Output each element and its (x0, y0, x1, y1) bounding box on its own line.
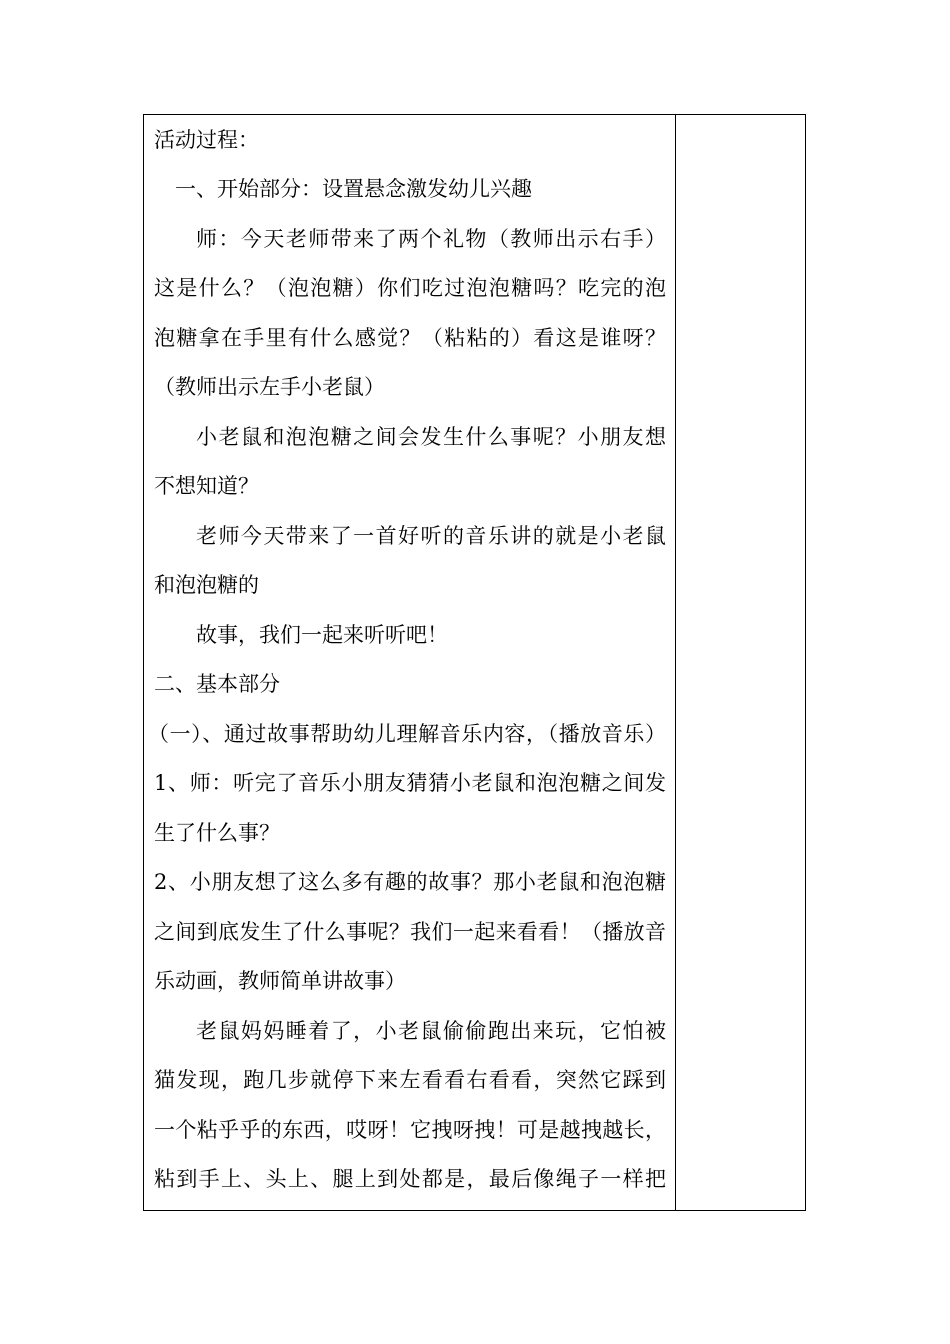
paragraph-line: 故事，我们一起来听听吧！ (196, 623, 448, 647)
subsection-heading: （一）、通过故事帮助幼儿理解音乐内容，（播放音乐） (148, 722, 666, 746)
paragraph-line: 猫发现，跑几步就停下来左看看右看看，突然它踩到 (154, 1068, 666, 1092)
paragraph-line: 一个粘乎乎的东西，哎呀！它拽呀拽！可是越拽越长， (154, 1118, 666, 1142)
paragraph-line: 不想知道？ (154, 474, 259, 498)
paragraph-line: 泡糖拿在手里有什么感觉？（粘粘的）看这是谁呀？ (154, 326, 666, 350)
paragraph-line: 这是什么？（泡泡糖）你们吃过泡泡糖吗？吃完的泡 (154, 276, 666, 300)
paragraph-line: 1、师：听完了音乐小朋友猜猜小老鼠和泡泡糖之间发 (154, 771, 666, 795)
paragraph-line: 之间到底发生了什么事呢？我们一起来看看！（播放音 (154, 920, 666, 944)
paragraph-line: 老鼠妈妈睡着了，小老鼠偷偷跑出来玩，它怕被 (196, 1019, 666, 1043)
paragraph-line: 2、小朋友想了这么多有趣的故事？那小老鼠和泡泡糖 (154, 870, 666, 894)
paragraph-line: 生了什么事？ (154, 821, 280, 845)
paragraph-line: 老师今天带来了一首好听的音乐讲的就是小老鼠 (196, 524, 666, 548)
paragraph-line: 小老鼠和泡泡糖之间会发生什么事呢？小朋友想 (196, 425, 666, 449)
section-heading-activity-process: 活动过程： (154, 128, 259, 152)
section-heading-basic: 二、基本部分 (154, 672, 280, 696)
paragraph-line: （教师出示左手小老鼠） (154, 375, 385, 399)
activity-table (143, 114, 806, 1211)
activity-process-cell (144, 115, 675, 1210)
paragraph-line: 乐动画，教师简单讲故事） (154, 969, 406, 993)
paragraph-line: 师：今天老师带来了两个礼物（教师出示右手） (196, 227, 666, 251)
section-heading-opening: 一、开始部分：设置悬念激发幼儿兴趣 (175, 177, 532, 201)
notes-cell (676, 115, 805, 1210)
paragraph-line: 和泡泡糖的 (154, 573, 259, 597)
paragraph-line: 粘到手上、头上、腿上到处都是，最后像绳子一样把 (154, 1167, 666, 1191)
